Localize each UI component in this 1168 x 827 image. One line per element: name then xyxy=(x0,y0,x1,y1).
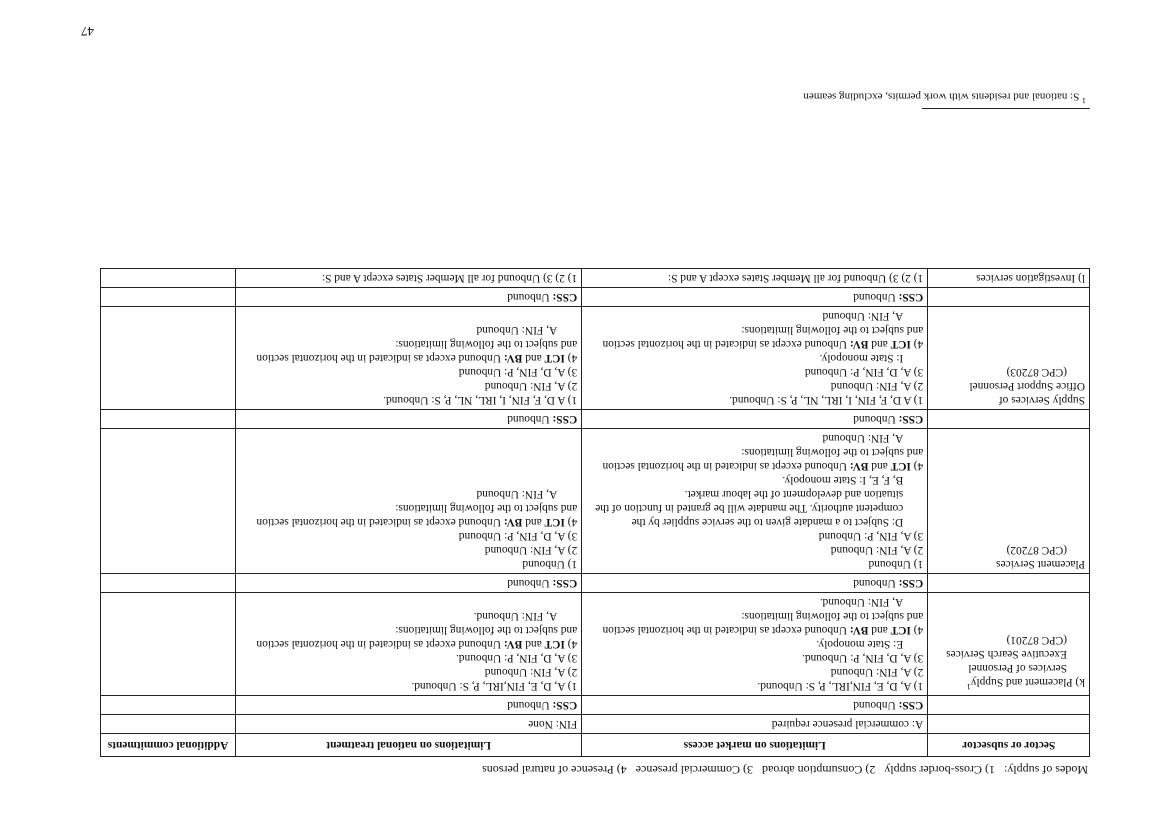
mode-2: 2) Consumption abroad xyxy=(762,763,876,777)
commitments-table xyxy=(100,268,1090,757)
css-cell: CSS: Unbound xyxy=(236,288,582,307)
table-row xyxy=(101,574,1090,593)
mode-4: 4) Presence of natural persons xyxy=(482,763,627,777)
footnote: $^1$ S: national and residents with work permits, excluding seamen xyxy=(803,90,1086,105)
market-access-cell: 1) A D, F, FIN, I, IRL, NL, P, S: Unbound. 2) A, FIN: Unbound 3) A, D, FIN, P: Unbound I: State monopoly. 4) ICT and BV: Unbound except as indicated in the horizontal section and subject to the following limitations: A, FIN: Unbound xyxy=(582,307,928,410)
national-treatment-cell: 1) Unbound 2) A, FIN: Unbound 3) A, D, FIN, P: Unbound 4) ICT and BV: Unbound except as indicated in the horizontal section and subject to the following limitations: A, FIN: Unbound xyxy=(236,429,582,574)
table-row xyxy=(101,307,1090,410)
footnote-rule xyxy=(922,108,1090,109)
market-access-cell: 1) A, D, E, FIN,IRL, P, S: Unbound. 2) A, FIN: Unbound 3) A, D, FIN, P: Unbound. E: State monopoly. 4) ICT and BV: Unbound except as indicated in the horizontal section and subject to the following limitations: A, FIN: Unbound. xyxy=(582,593,928,696)
header-additional: Additional commitments xyxy=(101,734,236,757)
sector-cell: k) Placement and Supply$^1$ Services of Personnel Executive Search Services (CPC 87201) xyxy=(928,593,1090,696)
table-row xyxy=(101,696,1090,715)
page-number: 47 xyxy=(81,24,94,39)
table-row xyxy=(101,288,1090,307)
market-access-cell: 1) 2) 3) Unbound for all Member States except A and S: xyxy=(582,269,928,288)
preamble-nt: FIN: None xyxy=(236,715,582,734)
modes-label: Modes of supply: xyxy=(1004,763,1088,777)
sector-cell: Supply Services of Office Support Personnel (CPC 87203) xyxy=(928,307,1090,410)
css-cell: CSS: Unbound xyxy=(236,410,582,429)
table-row xyxy=(101,715,1090,734)
css-cell: CSS: Unbound xyxy=(582,410,928,429)
header-sector: Sector or subsector xyxy=(928,734,1090,757)
mode-1: 1) Cross-border supply xyxy=(884,763,995,777)
preamble-ma: A: commercial presence required xyxy=(582,715,928,734)
css-cell: CSS: Unbound xyxy=(582,696,928,715)
css-cell: CSS: Unbound xyxy=(236,574,582,593)
css-cell: CSS: Unbound xyxy=(236,696,582,715)
national-treatment-cell: 1) 2) 3) Unbound for all Member States except A and S: xyxy=(236,269,582,288)
national-treatment-cell: 1) A D, F, FIN, I, IRL, NL, P, S: Unbound. 2) A, FIN: Unbound 3) A, D, FIN, P: Unbound 4) ICT and BV: Unbound except as indicated in the horizontal section and subject to the following limitations: A, FIN: Unbound xyxy=(236,307,582,410)
table-row xyxy=(101,410,1090,429)
table-header-row xyxy=(101,734,1090,757)
css-cell: CSS: Unbound xyxy=(582,288,928,307)
header-national-treatment: Limitations on national treatment xyxy=(236,734,582,757)
table-row xyxy=(101,593,1090,696)
css-cell: CSS: Unbound xyxy=(582,574,928,593)
national-treatment-cell: 1) A, D, E, FIN,IRL, P, S: Unbound. 2) A, FIN: Unbound 3) A, D, FIN, P: Unbound. 4) ICT and BV: Unbound except as indicated in the horizontal section and subject to the following limitations: A, FIN: Unbound. xyxy=(236,593,582,696)
table-row xyxy=(101,269,1090,288)
market-access-cell: 1) Unbound 2) A, FIN: Unbound 3) A, FIN, P: Unbound D: Subject to a mandate given to the service supplier by the competent authority. The mandate will be granted in function of the situation and development of the labour market. B, F, E, I: State monopoly. 4) ICT and BV: Unbound except as indicated in the horizontal section and subject to the following limitations: A, FIN: Unbound xyxy=(582,429,928,574)
table-row xyxy=(101,429,1090,574)
header-market-access: Limitations on market access xyxy=(582,734,928,757)
modes-of-supply xyxy=(476,762,1088,777)
mode-3: 3) Commercial presence xyxy=(635,763,754,777)
sector-cell: l) Investigation services xyxy=(928,269,1090,288)
sector-cell: Placement Services (CPC 87202) xyxy=(928,429,1090,574)
